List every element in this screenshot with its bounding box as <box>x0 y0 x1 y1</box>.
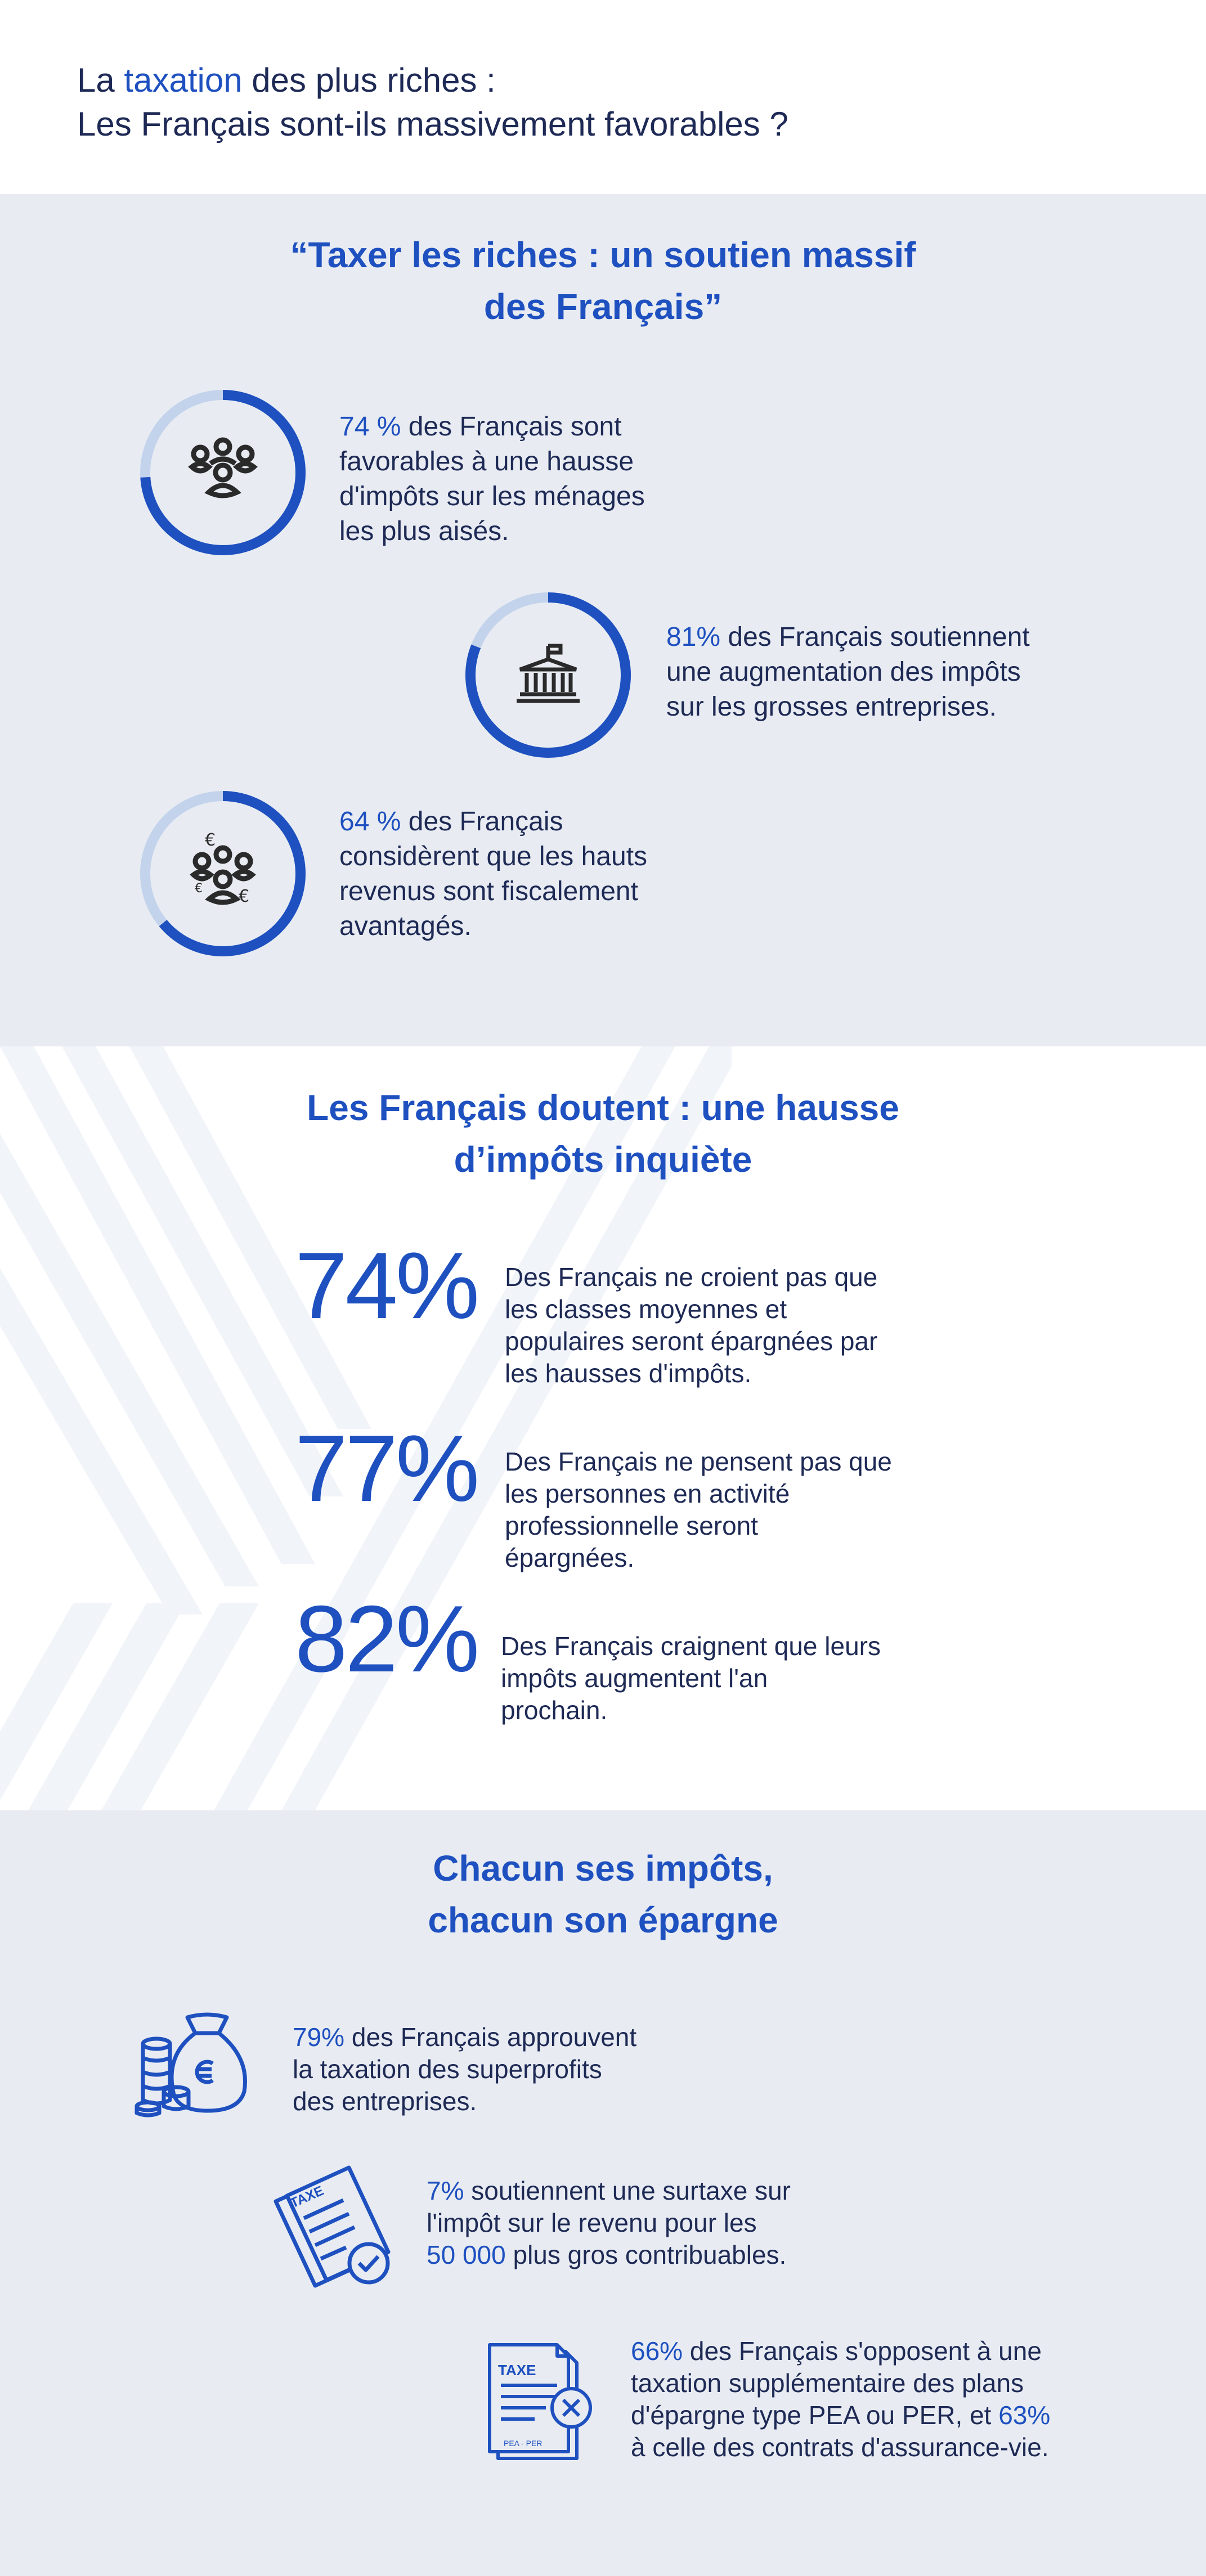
svg-text:€: € <box>195 882 203 896</box>
stat-percent: 7% <box>427 2176 464 2205</box>
stat-percent: 79% <box>293 2022 345 2052</box>
stat-text: professionnelle seront <box>505 1511 759 1540</box>
stat-text: les personnes en activité <box>505 1479 790 1508</box>
heading-line: chacun son épargne <box>428 1900 778 1940</box>
big-stat-text <box>501 1630 881 1727</box>
icon-label: TAXE <box>288 2183 326 2211</box>
heading-line: des Français” <box>483 286 723 327</box>
doubt-section <box>0 1046 1206 1810</box>
people-euro-icon <box>194 830 252 906</box>
svg-text:€: € <box>239 887 250 906</box>
stat-text: des Français s'opposent à une <box>683 2336 1042 2366</box>
section-heading <box>0 1082 1206 1185</box>
stat-text: des entreprises. <box>293 2087 477 2116</box>
money-bag-coins-icon <box>134 2002 258 2120</box>
stat-text: taxation supplémentaire des plans <box>631 2368 1024 2398</box>
title-line-2: Les Français sont-ils massivement favorables ? <box>77 105 788 143</box>
stat-percent: 64 % <box>339 807 401 837</box>
stat-text: avantagés. <box>339 911 472 941</box>
stat-7 <box>427 2175 791 2271</box>
heading-line: d’impôts inquiète <box>454 1139 752 1180</box>
stat-text: d'impôts sur les ménages <box>339 482 645 511</box>
big-percent-74: 74% <box>295 1233 478 1338</box>
big-percent-82: 82% <box>295 1586 478 1692</box>
stat-accent: 63% <box>998 2400 1051 2430</box>
header <box>0 0 1206 194</box>
page-title <box>77 59 788 146</box>
stat-81 <box>666 620 1030 725</box>
stat-text: Des Français craignent que leurs <box>501 1631 881 1661</box>
stat-text: épargnées. <box>505 1543 635 1572</box>
stat-text: plus gros contribuables. <box>505 2240 787 2269</box>
stat-accent: 50 000 <box>427 2240 506 2269</box>
stat-text: les hausses d'impôts. <box>505 1359 752 1388</box>
icon-label: PEA - PER <box>504 2439 543 2448</box>
progress-ring-81 <box>464 591 633 759</box>
stat-text: considèrent que les hauts <box>339 842 648 871</box>
icon-label: TAXE <box>498 2362 536 2379</box>
section-heading <box>0 1842 1206 1946</box>
progress-ring-74 <box>138 388 307 557</box>
stat-percent: 66% <box>631 2336 683 2366</box>
title-text: La <box>77 61 124 99</box>
heading-line: Chacun ses impôts, <box>433 1848 773 1889</box>
title-accent: taxation <box>124 61 243 99</box>
stat-text: Des Français ne croient pas que <box>505 1262 878 1292</box>
stat-percent: 81% <box>666 622 721 652</box>
stat-text: des Français soutiennent <box>720 622 1030 652</box>
stat-text: des Français sont <box>401 412 622 442</box>
stat-text: une augmentation des impôts <box>666 657 1021 687</box>
stat-text: impôts augmentent l'an <box>501 1664 768 1693</box>
tax-form-check-icon <box>270 2162 400 2303</box>
stat-text: les classes moyennes et <box>505 1294 787 1324</box>
stat-text: des Français <box>401 807 563 837</box>
big-stat-text <box>505 1446 892 1574</box>
stat-text: sur les grosses entreprises. <box>666 692 997 722</box>
stat-text: Des Français ne pensent pas que <box>505 1447 892 1476</box>
big-stat-text <box>505 1261 877 1390</box>
title-text: des plus riches : <box>242 61 496 99</box>
stat-text: la taxation des superprofits <box>293 2054 602 2084</box>
big-percent-77: 77% <box>295 1415 478 1521</box>
tax-form-cross-icon <box>481 2340 599 2467</box>
savings-section <box>0 1810 1206 2576</box>
heading-line: “Taxer les riches : un soutien massif <box>290 235 916 275</box>
progress-ring-64 <box>138 789 307 958</box>
stat-text: l'impôt sur le revenu pour les <box>427 2208 757 2237</box>
stat-text: soutiennent une surtaxe sur <box>464 2176 791 2205</box>
stat-79 <box>293 2021 636 2118</box>
section-heading <box>0 229 1206 332</box>
support-section <box>0 194 1206 1046</box>
stat-text: populaires seront épargnées par <box>505 1327 878 1356</box>
stat-text: des Français approuvent <box>344 2022 637 2052</box>
stat-percent: 74 % <box>339 412 401 442</box>
stat-64 <box>339 804 647 944</box>
building-icon <box>517 646 580 701</box>
stat-text: favorables à une hausse <box>339 447 634 476</box>
stat-text: les plus aisés. <box>339 516 509 546</box>
stat-text: revenus sont fiscalement <box>339 876 638 906</box>
stat-text: à celle des contrats d'assurance-vie. <box>631 2433 1049 2462</box>
stat-66 <box>631 2335 1050 2463</box>
stat-text: d'épargne type PEA ou PER, et <box>631 2400 999 2430</box>
stat-text: prochain. <box>501 1696 608 1725</box>
heading-line: Les Français doutent : une hausse <box>307 1087 899 1128</box>
stat-74 <box>339 410 645 549</box>
people-group-icon <box>192 440 254 496</box>
svg-text:€: € <box>205 830 216 850</box>
